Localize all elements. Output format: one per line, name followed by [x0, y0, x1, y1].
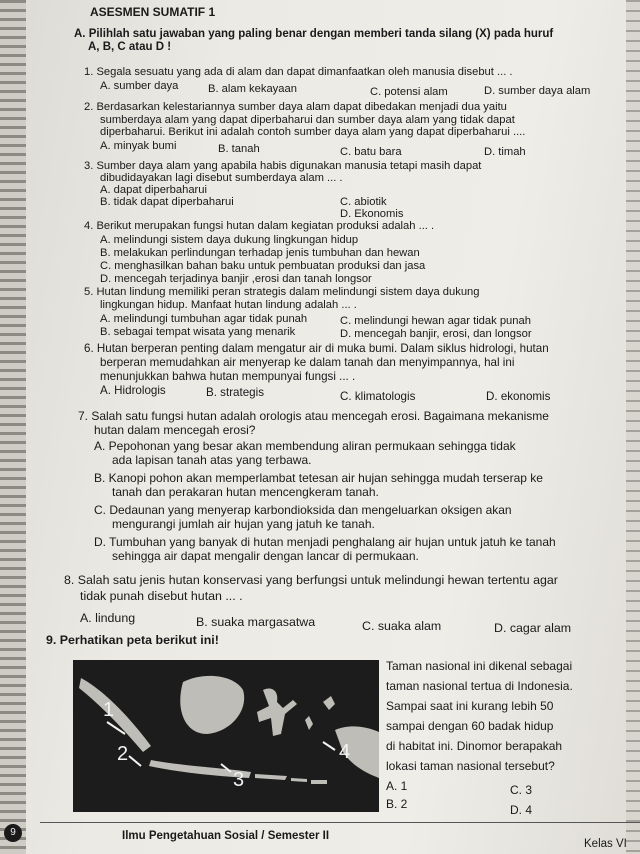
- q9-option-a[interactable]: A. 1: [386, 779, 408, 793]
- q5-option-c[interactable]: C. melindungi hewan agar tidak punah: [340, 315, 531, 327]
- q2-text-2: sumberdaya alam yang dapat diperbaharui dan sumber daya alam yang tidak dapat: [100, 114, 515, 126]
- q8-option-c[interactable]: C. suaka alam: [362, 619, 442, 633]
- ring-binding: [0, 0, 26, 854]
- q9-desc-5: di habitat ini. Dinomor berapakah: [386, 739, 563, 753]
- q1-text: 1. Segala sesuatu yang ada di alam dan dapat dimanfaatkan oleh manusia disebut ... .: [84, 66, 513, 78]
- instruction-line-1: A. Pilihlah satu jawaban yang paling benar dengan memberi tanda silang (X) pada huruf: [74, 28, 554, 40]
- q4-option-c[interactable]: C. menghasilkan bahan baku untuk pembuatan produksi dan jasa: [100, 260, 426, 272]
- q2-option-c[interactable]: C. batu bara: [340, 146, 402, 158]
- q2-option-b[interactable]: B. tanah: [218, 143, 260, 155]
- map-label-4: 4: [339, 741, 351, 763]
- q9-desc-2: taman nasional tertua di Indonesia.: [386, 679, 573, 693]
- map-label-2: 2: [117, 743, 129, 765]
- q3-option-b[interactable]: B. tidak dapat diperbaharui: [100, 196, 234, 208]
- q5-option-b[interactable]: B. sebagai tempat wisata yang menarik: [100, 326, 296, 338]
- q6-option-d[interactable]: D. ekonomis: [486, 390, 551, 403]
- q8-text-1: 8. Salah satu jenis hutan konservasi yang berfungsi untuk melindungi hewan tertentu agar: [64, 573, 558, 587]
- q6-text-3: menunjukkan bahwa hutan mempunyai fungsi ... .: [100, 370, 356, 383]
- q6-option-c[interactable]: C. klimatologis: [340, 390, 416, 403]
- page-number: 9: [4, 824, 22, 842]
- q5-option-d[interactable]: D. mencegah banjir, erosi, dan longsor: [340, 328, 532, 340]
- map-label-1: 1: [103, 699, 115, 721]
- q9-desc-6: lokasi taman nasional tersebut?: [386, 759, 555, 773]
- footer-subject: Ilmu Pengetahuan Sosial / Semester II: [122, 830, 330, 842]
- q3-option-c[interactable]: C. abiotik: [340, 196, 387, 208]
- q9-option-d[interactable]: D. 4: [510, 803, 533, 817]
- q4-option-d[interactable]: D. mencegah terjadinya banjir ,erosi dan tanah longsor: [100, 273, 372, 285]
- q7-option-d-cont: sehingga air dapat mengalir dengan lancar di permukaan.: [112, 549, 419, 563]
- q4-option-b[interactable]: B. melakukan perlindungan terhadap jenis tumbuhan dan hewan: [100, 247, 420, 259]
- map-graphic: [73, 660, 379, 812]
- q7-option-b[interactable]: B. Kanopi pohon akan memperlambat tetesan air hujan sehingga mudah terserap ke: [94, 471, 543, 485]
- q9-desc-1: Taman nasional ini dikenal sebagai: [386, 659, 573, 673]
- q3-option-a[interactable]: A. dapat diperbaharui: [100, 184, 207, 196]
- q4-text: 4. Berikut merupakan fungsi hutan dalam kegiatan produksi adalah ... .: [84, 220, 435, 232]
- q5-option-a[interactable]: A. melindungi tumbuhan agar tidak punah: [100, 313, 308, 325]
- q7-option-c-cont: mengurangi jumlah air hujan yang jatuh ke tanah.: [112, 517, 375, 531]
- q9-text: 9. Perhatikan peta berikut ini!: [46, 633, 219, 647]
- q7-text-2: hutan dalam mencegah erosi?: [94, 423, 256, 437]
- q9-desc-4: sampai dengan 60 badak hidup: [386, 719, 554, 733]
- q1-option-c[interactable]: C. potensi alam: [370, 86, 448, 98]
- q2-text-3: diperbaharui. Berikut ini adalah contoh sumber daya alam yang dapat diperbaharui ....: [100, 126, 526, 138]
- q2-option-a[interactable]: A. minyak bumi: [100, 140, 177, 152]
- q2-option-d[interactable]: D. timah: [484, 146, 526, 158]
- q1-option-a[interactable]: A. sumber daya: [100, 80, 179, 92]
- q5-text-2: lingkungan hidup. Manfaat hutan lindung adalah ... .: [100, 299, 357, 311]
- q9-desc-3: Sampai saat ini kurang lebih 50: [386, 699, 554, 713]
- q6-option-b[interactable]: B. strategis: [206, 386, 264, 399]
- q9-option-c[interactable]: C. 3: [510, 783, 533, 797]
- q7-option-a[interactable]: A. Pepohonan yang besar akan membendung aliran permukaan sehingga tidak: [94, 439, 516, 453]
- q5-text-1: 5. Hutan lindung memiliki peran strategis dalam melindungi sistem daya dukung: [84, 286, 480, 298]
- q7-option-d[interactable]: D. Tumbuhan yang banyak di hutan menjadi penghalang air hujan untuk jatuh ke tanah: [94, 535, 556, 549]
- q7-option-b-cont: tanah dan perakaran hutan mencengkeram tanah.: [112, 485, 379, 499]
- page-title: ASESMEN SUMATIF 1: [90, 5, 216, 19]
- ring-binding-right: [626, 0, 640, 854]
- q7-option-c[interactable]: C. Dedaunan yang menyerap karbondioksida dan mengeluarkan oksigen akan: [94, 503, 512, 517]
- q2-text-1: 2. Berdasarkan kelestariannya sumber daya alam dapat dibedakan menjadi dua yaitu: [84, 101, 507, 113]
- q8-option-d[interactable]: D. cagar alam: [494, 621, 572, 635]
- q8-text-2: tidak punah disebut hutan ... .: [80, 589, 243, 603]
- q4-option-a[interactable]: A. melindungi sistem daya dukung lingkungan hidup: [100, 234, 359, 246]
- q6-text-1: 6. Hutan berperan penting dalam mengatur air di muka bumi. Dalam siklus hidrologi, hutan: [84, 342, 549, 355]
- q7-text-1: 7. Salah satu fungsi hutan adalah orologis atau mencegah erosi. Bagaimana mekanisme: [78, 409, 549, 423]
- map-label-3: 3: [233, 769, 245, 791]
- q3-text-1: 3. Sumber daya alam yang apabila habis digunakan manusia tetapi masih dapat: [84, 160, 482, 172]
- q3-option-d[interactable]: D. Ekonomis: [340, 208, 404, 220]
- q8-option-b[interactable]: B. suaka margasatwa: [196, 615, 316, 629]
- q7-option-a-cont: ada lapisan tanah atas yang terbawa.: [112, 453, 312, 467]
- q8-option-a[interactable]: A. lindung: [80, 611, 136, 625]
- q9-option-b[interactable]: B. 2: [386, 797, 408, 811]
- q3-text-2: dibudidayakan lagi disebut sumberdaya alam ... .: [100, 172, 343, 184]
- q6-text-2: berperan memudahkan air menyerap ke dalam tanah dan menyimpannya, hal ini: [100, 356, 515, 369]
- q6-option-a[interactable]: A. Hidrologis: [100, 384, 166, 397]
- footer-class: Kelas VI: [584, 838, 627, 850]
- instruction-line-2: A, B, C atau D !: [88, 41, 172, 53]
- q1-option-d[interactable]: D. sumber daya alam: [484, 85, 591, 97]
- indonesia-map: [73, 660, 379, 812]
- q1-option-b[interactable]: B. alam kekayaan: [208, 83, 297, 95]
